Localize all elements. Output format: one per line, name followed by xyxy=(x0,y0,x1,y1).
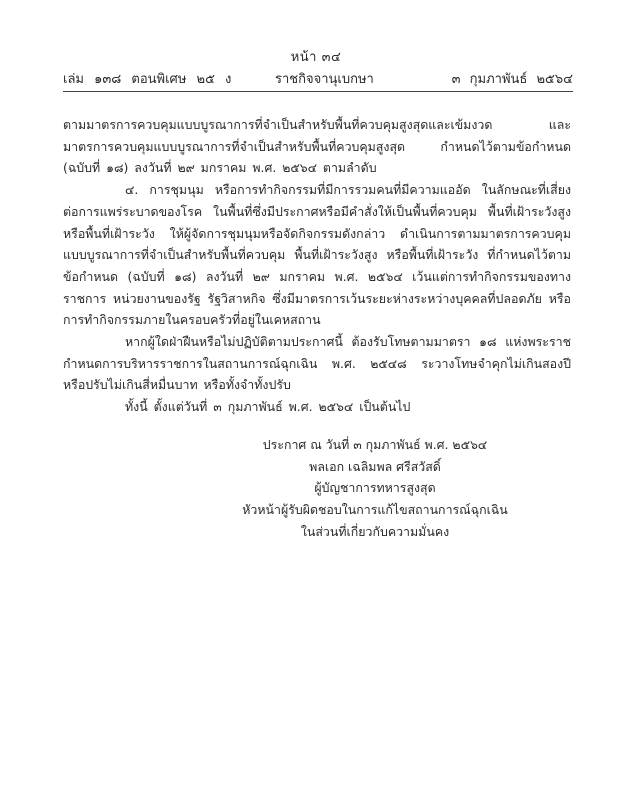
volume-info: เล่ม ๑๓๘ ตอนพิเศษ ๒๕ ง xyxy=(63,72,232,87)
paragraph-penalty: หากผู้ใดฝ่าฝืนหรือไม่ปฏิบัติตามประกาศนี้ ต้องรับโทษตามมาตรา ๑๘ แห่งพระราชกำหนดการบริหารราชการในสถานการณ์ฉุกเฉิน พ.ศ. ๒๕๔๘ ระวางโทษจำคุกไม่เกินสองปี หรือปรับไม่เกินสี่หมื่นบาท หรือทั้งจำทั้งปรับ xyxy=(63,334,571,393)
paragraph-effective-date: ทั้งนี้ ตั้งแต่วันที่ ๓ กุมภาพันธ์ พ.ศ. ๒๕๖๔ เป็นต้นไป xyxy=(125,399,411,415)
signatory-name: พลเอก เฉลิมพล ศรีสวัสดิ์ xyxy=(309,458,441,474)
header-divider xyxy=(63,91,573,92)
signatory-role-scope: ในส่วนที่เกี่ยวกับความมั่นคง xyxy=(300,523,450,539)
publication-date: ๓ กุมภาพันธ์ ๒๕๖๔ xyxy=(451,72,573,87)
page-number: หน้า ๓๔ xyxy=(290,50,342,65)
publication-name: ราชกิจจานุเบกษา xyxy=(275,72,374,87)
signatory-title: ผู้บัญชาการทหารสูงสุด xyxy=(314,480,436,496)
signature-block xyxy=(240,434,510,543)
announcement-date: ประกาศ ณ วันที่ ๓ กุมภาพันธ์ พ.ศ. ๒๕๖๔ xyxy=(262,437,488,452)
document-body xyxy=(63,114,571,418)
signatory-role: หัวหน้าผู้รับผิดชอบในการแก้ไขสถานการณ์ฉุกเฉิน xyxy=(242,502,508,518)
gazette-header xyxy=(63,68,573,88)
paragraph-clause-4: ๔. การชุมนุม หรือการทำกิจกรรมที่มีการรวมคนที่มีความแออัด ในลักษณะที่เสี่ยงต่อการแพร่ระบาดของโรค ในพื้นที่ซึ่งมีประกาศหรือมีคำสั่งให้เป็นพื้นที่ควบคุม พื้นที่เฝ้าระวังสูง หรือพื้นที่เฝ้าระวัง ให้ผู้จัดการชุมนุมหรือจัดกิจกรรมดังกล่าว ดำเนินการตามมาตรการควบคุมแบบบูรณาการที่จำเป็นสำหรับพื้นที่ควบคุม พื้นที่เฝ้าระวังสูง หรือพื้นที่เฝ้าระวัง ที่กำหนดไว้ตามข้อกำหนด (ฉบับที่ ๑๘) ลงวันที่ ๒๙ มกราคม พ.ศ. ๒๕๖๔ เว้นแต่การทำกิจกรรมของทางราชการ หน่วยงานของรัฐ รัฐวิสาหกิจ ซึ่งมีมาตรการเว้นระยะห่างระหว่างบุคคลที่ปลอดภัย หรือการทำกิจกรรมภายในครอบครัวที่อยู่ในเคหสถาน xyxy=(63,182,571,328)
paragraph-continuation: ตามมาตรการควบคุมแบบบูรณาการที่จำเป็นสำหรับพื้นที่ควบคุมสูงสุดและเข้มงวด และมาตรการควบคุมแบบบูรณาการที่จำเป็นสำหรับพื้นที่ควบคุมสูงสุด กำหนดไว้ตามข้อกำหนด (ฉบับที่ ๑๘) ลงวันที่ ๒๙ มกราคม พ.ศ. ๒๕๖๔ ตามลำดับ xyxy=(63,117,571,176)
